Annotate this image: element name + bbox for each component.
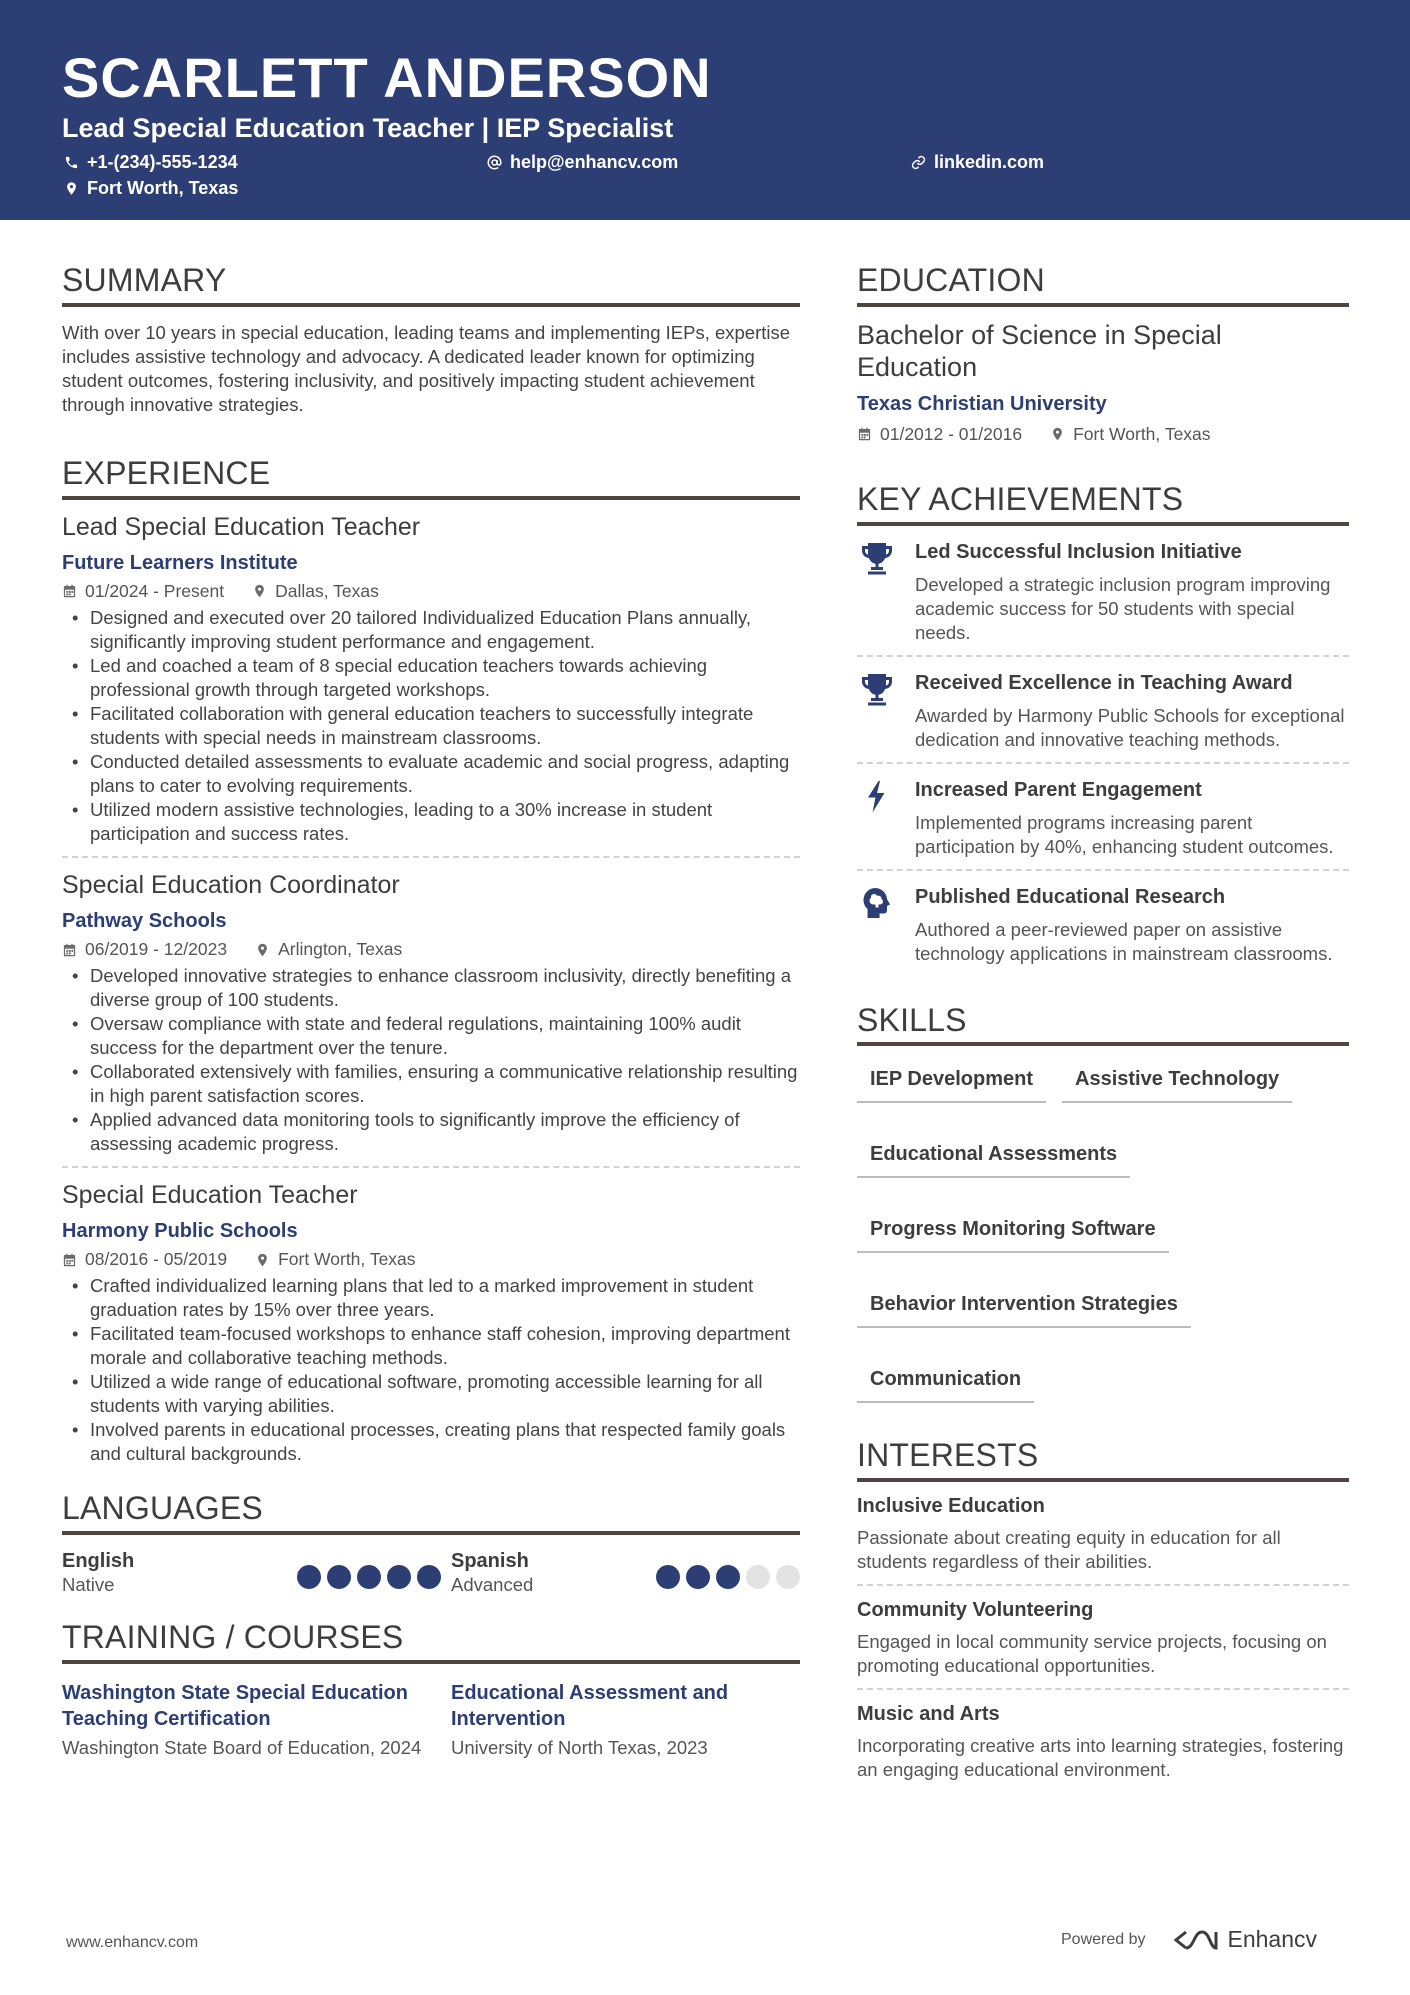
achievement-item xyxy=(857,526,1349,657)
language-rating xyxy=(297,1565,441,1597)
resume-header xyxy=(0,0,1410,220)
job-dates xyxy=(62,939,227,960)
left-column xyxy=(62,262,800,1760)
interest-item xyxy=(857,1482,1349,1586)
interest-title: Music and Arts xyxy=(857,1703,1000,1726)
job-dates xyxy=(62,581,224,602)
job-bullets xyxy=(62,1274,800,1466)
rating-dot xyxy=(297,1565,321,1589)
achievement-desc: Implemented programs increasing parent participation by 40%, enhancing student outcomes. xyxy=(915,811,1334,857)
footer-branding xyxy=(1061,1926,1317,1953)
experience-section xyxy=(62,455,800,1477)
company-name: Pathway Schools xyxy=(62,910,227,933)
course-title: Washington State Special Education Teaching Certification xyxy=(62,1681,408,1730)
section-title: EDUCATION xyxy=(857,262,1349,307)
education-section xyxy=(857,262,1349,445)
job-location-text: Arlington, Texas xyxy=(278,939,403,960)
rating-dot xyxy=(716,1565,740,1589)
brand-name: Enhancv xyxy=(1227,1926,1318,1952)
rating-dot xyxy=(357,1565,381,1589)
achievement-title: Increased Parent Engagement xyxy=(915,778,1202,801)
rating-dot xyxy=(776,1565,800,1589)
interest-item xyxy=(857,1586,1349,1690)
job-location-text: Fort Worth, Texas xyxy=(278,1249,416,1270)
location-pin-icon xyxy=(64,181,79,196)
job-bullet: • Led and coached a team of 8 special education teachers towards achieving professional growth through targeted workshops. xyxy=(62,654,800,702)
contact-phone[interactable] xyxy=(64,153,238,171)
achievement-body xyxy=(915,778,1349,859)
job-bullet: • Collaborated extensively with families, ensuring a communicative relationship resulting in high parent satisfaction scores. xyxy=(62,1060,800,1108)
language-info xyxy=(62,1549,134,1597)
phone-icon xyxy=(64,155,79,170)
calendar-icon xyxy=(62,942,77,958)
achievement-body xyxy=(915,671,1349,752)
rating-dot xyxy=(746,1565,770,1589)
job-location xyxy=(255,939,402,960)
interests-list xyxy=(857,1482,1349,1792)
calendar-icon xyxy=(857,426,872,442)
job-bullet: • Developed innovative strategies to enhance classroom inclusivity, directly benefiting a diverse group of 100 students. xyxy=(62,964,800,1012)
degree-title: Bachelor of Science in Special Education xyxy=(857,319,1222,382)
education-dates-text: 01/2012 - 01/2016 xyxy=(880,423,1023,444)
calendar-icon xyxy=(62,1252,77,1268)
summary-text: With over 10 years in special education, leading teams and implementing IEPs, expertise includes assistive technology and advocacy. A dedicated leader known for optimizing student outcomes, fostering inclusivity, and positively impacting student achievement through innovative strategies. xyxy=(62,321,791,415)
rating-dot xyxy=(387,1565,411,1589)
job-entry xyxy=(62,1168,800,1476)
course-item xyxy=(451,1680,800,1760)
job-bullet: • Facilitated collaboration with general education teachers to successfully integrate students with special needs in mainstream classrooms. xyxy=(62,702,800,750)
job-bullet: • Facilitated team-focused workshops to enhance staff cohesion, improving department morale and collaborative teaching methods. xyxy=(62,1322,800,1370)
rating-dot xyxy=(327,1565,351,1589)
skills-list xyxy=(857,1056,1349,1403)
language-info xyxy=(451,1549,533,1597)
location-pin-icon xyxy=(1050,426,1065,442)
achievements-section xyxy=(857,481,1349,976)
education-dates xyxy=(857,424,1022,445)
course-item xyxy=(62,1680,451,1760)
link-icon xyxy=(911,155,926,170)
job-bullets xyxy=(62,964,800,1156)
language-item xyxy=(62,1549,451,1597)
achievement-item xyxy=(857,657,1349,764)
trophy-icon xyxy=(857,540,915,645)
achievement-body xyxy=(915,540,1349,645)
location-text: Fort Worth, Texas xyxy=(87,178,239,198)
courses-list xyxy=(62,1680,800,1760)
achievements-list xyxy=(857,526,1349,976)
skills-section xyxy=(857,1002,1349,1404)
achievement-desc: Developed a strategic inclusion program improving academic success for 50 students with special needs. xyxy=(915,573,1331,643)
skill-tag: Educational Assessments xyxy=(857,1131,1130,1178)
powered-by-text: Powered by xyxy=(1061,1930,1146,1948)
job-bullet: • Oversaw compliance with state and federal regulations, maintaining 100% audit success for the department over the tenure. xyxy=(62,1012,800,1060)
section-title: EXPERIENCE xyxy=(62,455,800,500)
languages-list xyxy=(62,1549,800,1597)
language-name: English xyxy=(62,1550,135,1573)
job-meta xyxy=(62,581,800,602)
job-bullet: • Conducted detailed assessments to evaluate academic and social progress, adapting plans to cater to evolving requirements. xyxy=(62,750,800,798)
job-bullet: • Involved parents in educational processes, creating plans that respected family goals and cultural backgrounds. xyxy=(62,1418,800,1466)
interest-title: Inclusive Education xyxy=(857,1495,1045,1518)
achievement-desc: Authored a peer-reviewed paper on assistive technology applications in mainstream classrooms. xyxy=(915,918,1333,964)
job-entry xyxy=(62,858,800,1168)
job-entry xyxy=(62,500,800,858)
section-title: SKILLS xyxy=(857,1002,1349,1047)
job-bullet: • Applied advanced data monitoring tools to significantly improve the efficiency of assessing academic progress. xyxy=(62,1108,800,1156)
enhancv-logo-icon xyxy=(1172,1928,1220,1952)
at-sign-icon xyxy=(487,155,502,170)
company-name: Future Learners Institute xyxy=(62,551,298,574)
interest-desc: Passionate about creating equity in education for all students regardless of their abilities. xyxy=(857,1527,1281,1573)
achievement-item xyxy=(857,764,1349,871)
experience-list xyxy=(62,500,800,1477)
section-title: INTERESTS xyxy=(857,1437,1349,1482)
skill-tag: Communication xyxy=(857,1356,1034,1403)
location-pin-icon xyxy=(252,583,267,599)
section-title: LANGUAGES xyxy=(62,1490,800,1535)
skill-tag: Progress Monitoring Software xyxy=(857,1206,1169,1253)
achievement-title: Received Excellence in Teaching Award xyxy=(915,671,1293,694)
interest-item xyxy=(857,1690,1349,1792)
language-item xyxy=(451,1549,800,1597)
achievement-title: Led Successful Inclusion Initiative xyxy=(915,540,1242,563)
location-pin-icon xyxy=(255,1252,270,1268)
course-provider: University of North Texas, 2023 xyxy=(451,1736,708,1758)
interest-desc: Engaged in local community service projects, focusing on promoting educational opportunities. xyxy=(857,1631,1327,1677)
achievement-item xyxy=(857,871,1349,976)
training-section xyxy=(62,1619,800,1760)
achievement-body xyxy=(915,885,1349,966)
language-level: Advanced xyxy=(451,1574,534,1596)
rating-dot xyxy=(656,1565,680,1589)
skill-tag: IEP Development xyxy=(857,1056,1046,1103)
education-location-text: Fort Worth, Texas xyxy=(1073,423,1211,444)
section-title: SUMMARY xyxy=(62,262,800,307)
phone-text: +1-(234)-555-1234 xyxy=(87,152,238,172)
company-name: Harmony Public Schools xyxy=(62,1220,298,1243)
right-column xyxy=(857,262,1349,1792)
brain-head-icon xyxy=(857,885,915,966)
job-bullet: • Designed and executed over 20 tailored Individualized Education Plans annually, significantly improving student performance and engagement. xyxy=(62,606,800,654)
job-meta xyxy=(62,1249,800,1270)
language-rating xyxy=(656,1565,800,1597)
education-meta xyxy=(857,424,1349,445)
candidate-name: SCARLETT ANDERSON xyxy=(62,46,712,109)
job-bullet: • Utilized a wide range of educational software, promoting accessible learning for all students with varying abilities. xyxy=(62,1370,800,1418)
contact-email[interactable] xyxy=(487,153,678,171)
job-dates xyxy=(62,1249,227,1270)
summary-section xyxy=(62,262,800,417)
interest-title: Community Volunteering xyxy=(857,1599,1094,1622)
candidate-headline: Lead Special Education Teacher | IEP Specialist xyxy=(62,113,674,143)
skill-tag: Behavior Intervention Strategies xyxy=(857,1281,1191,1328)
course-title: Educational Assessment and Intervention xyxy=(451,1681,729,1730)
lightning-icon xyxy=(857,778,915,859)
enhancv-logo[interactable] xyxy=(1172,1926,1318,1953)
job-bullet: • Utilized modern assistive technologies, leading to a 30% increase in student participation and success rates. xyxy=(62,798,800,846)
job-meta xyxy=(62,939,800,960)
skill-tag: Assistive Technology xyxy=(1062,1056,1292,1103)
job-title: Special Education Teacher xyxy=(62,1181,358,1210)
school-name: Texas Christian University xyxy=(857,392,1107,415)
interests-section xyxy=(857,1437,1349,1792)
section-title: TRAINING / COURSES xyxy=(62,1619,800,1664)
job-dates-text: 01/2024 - Present xyxy=(85,580,225,601)
footer-website[interactable]: www.enhancv.com xyxy=(66,1934,199,1951)
job-bullets xyxy=(62,606,800,846)
job-location-text: Dallas, Texas xyxy=(275,580,379,601)
calendar-icon xyxy=(62,583,77,599)
location-pin-icon xyxy=(255,942,270,958)
language-level: Native xyxy=(62,1574,115,1596)
job-location xyxy=(255,1249,415,1270)
section-title: KEY ACHIEVEMENTS xyxy=(857,481,1349,526)
email-text: help@enhancv.com xyxy=(510,152,679,172)
rating-dot xyxy=(686,1565,710,1589)
job-location xyxy=(252,581,379,602)
contact-linkedin[interactable] xyxy=(911,153,1044,171)
interest-desc: Incorporating creative arts into learning strategies, fostering an engaging educational environment. xyxy=(857,1735,1344,1781)
rating-dot xyxy=(417,1565,441,1589)
language-name: Spanish xyxy=(451,1550,529,1573)
linkedin-text: linkedin.com xyxy=(934,152,1045,172)
job-dates-text: 08/2016 - 05/2019 xyxy=(85,1249,228,1270)
languages-section xyxy=(62,1490,800,1597)
course-provider: Washington State Board of Education, 2024 xyxy=(62,1736,422,1758)
trophy-icon xyxy=(857,671,915,752)
job-dates-text: 06/2019 - 12/2023 xyxy=(85,939,228,960)
job-title: Special Education Coordinator xyxy=(62,870,400,899)
education-location xyxy=(1050,424,1210,445)
achievement-title: Published Educational Research xyxy=(915,885,1226,908)
contact-location xyxy=(64,179,238,197)
job-bullet: • Crafted individualized learning plans that led to a marked improvement in student graduation rates by 15% over three years. xyxy=(62,1274,800,1322)
job-title: Lead Special Education Teacher xyxy=(62,512,421,541)
achievement-desc: Awarded by Harmony Public Schools for exceptional dedication and innovative teaching methods. xyxy=(915,704,1345,750)
